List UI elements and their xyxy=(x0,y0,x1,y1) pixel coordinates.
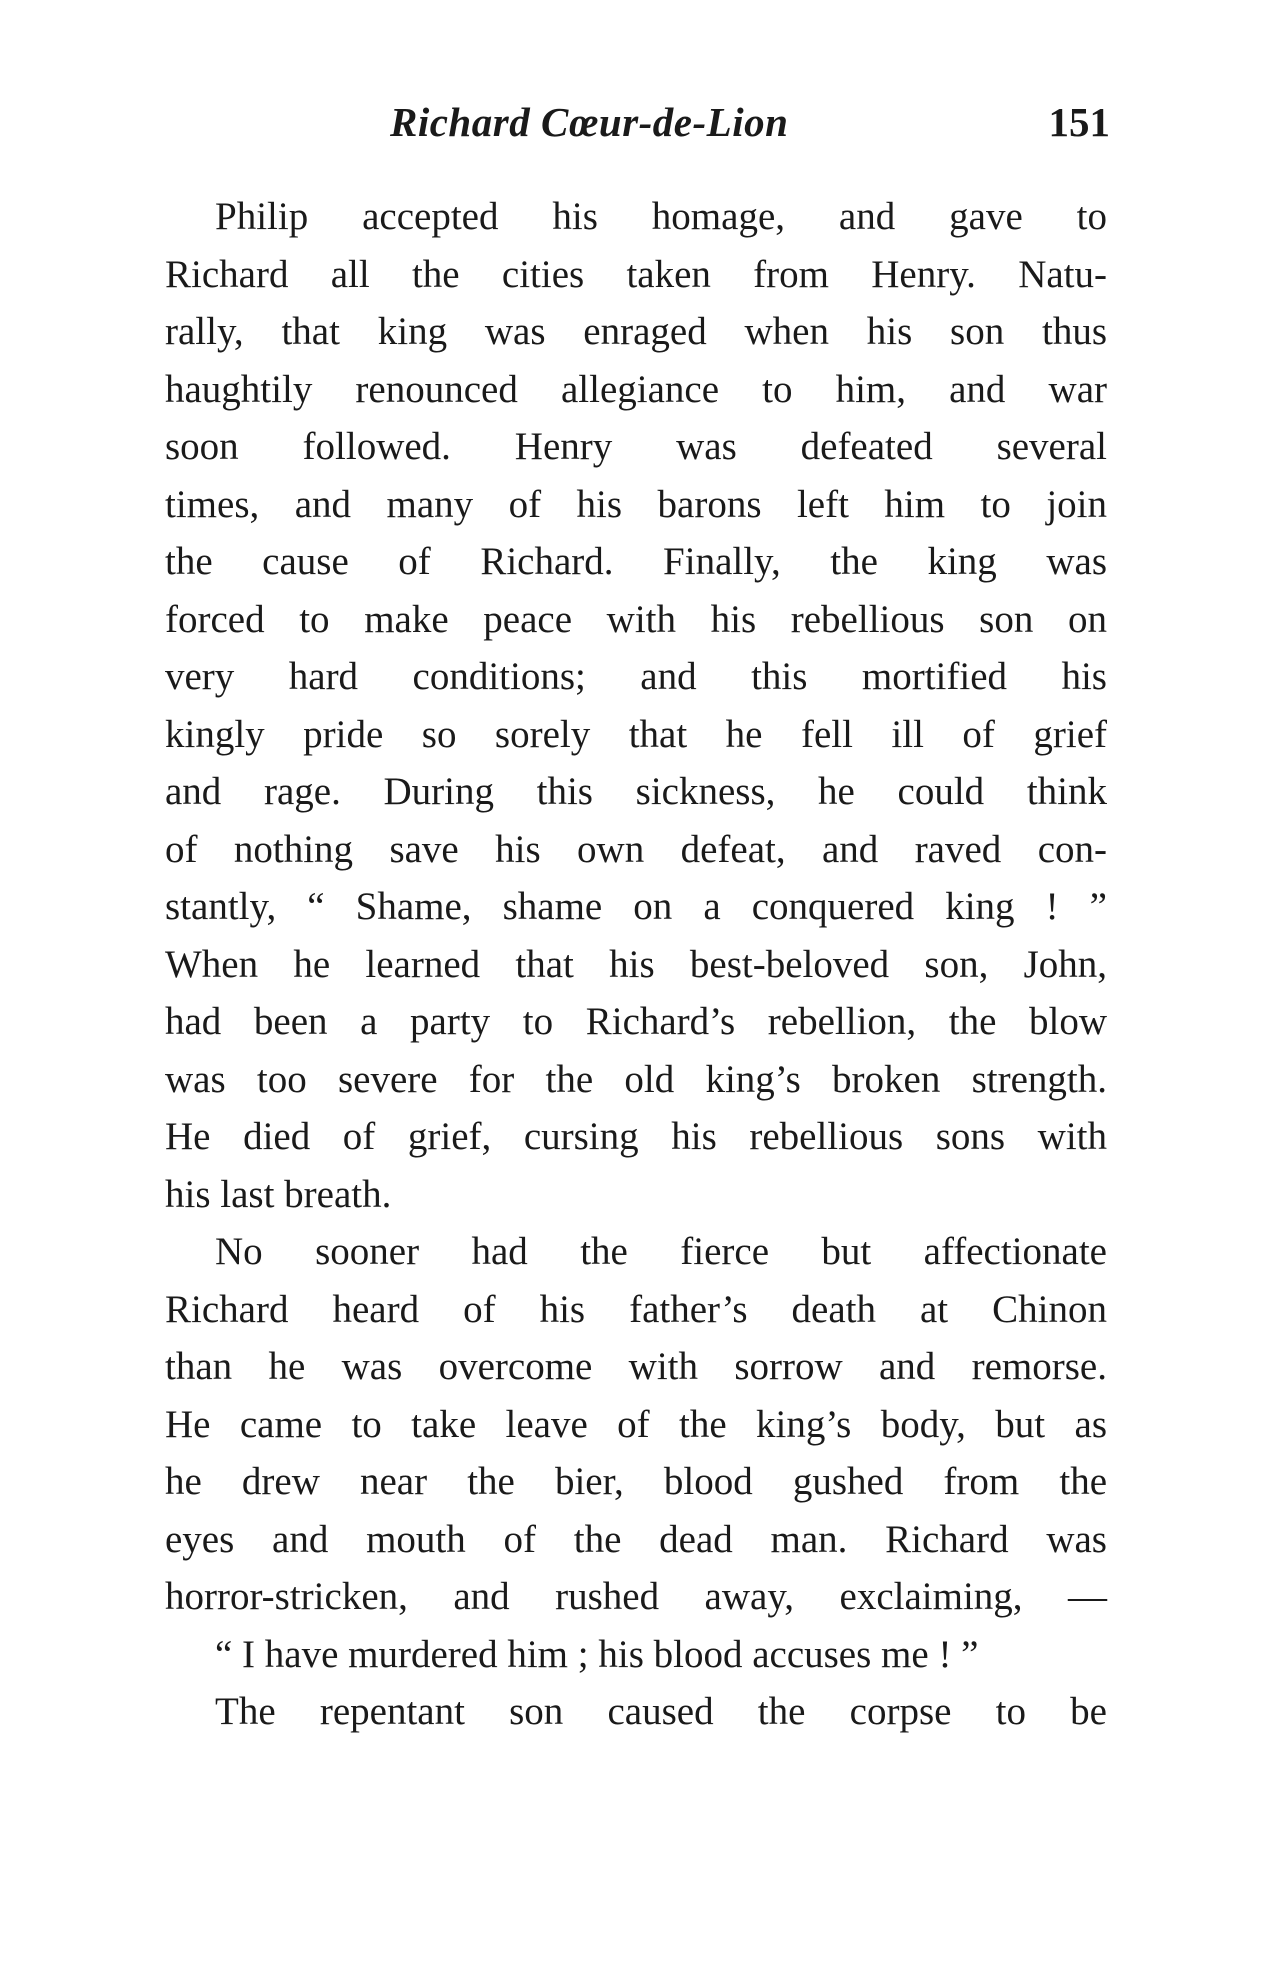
text-line: He came to take leave of the king’s body, but as xyxy=(165,1402,1107,1446)
running-title: Richard Cœur-de-Lion xyxy=(390,99,789,145)
text-line: Richard all the cities taken from Henry. Natu- xyxy=(165,252,1107,296)
text-line: When he learned that his best-beloved son, John, xyxy=(165,942,1107,986)
text-line: Richard heard of his father’s death at Chinon xyxy=(165,1287,1107,1331)
text-line: He died of grief, cursing his rebellious sons with xyxy=(165,1115,1107,1158)
body-text xyxy=(165,188,1107,1741)
text-line: kingly pride so sorely that he fell ill of grief xyxy=(165,712,1107,756)
text-line: had been a party to Richard’s rebellion, the blow xyxy=(165,1000,1107,1043)
text-line: times, and many of his barons left him to join xyxy=(165,482,1107,526)
text-line: stantly, “ Shame, shame on a conquered king ! ” xyxy=(165,885,1107,928)
text-line: of nothing save his own defeat, and raved con- xyxy=(165,827,1107,871)
text-line: rally, that king was enraged when his son thus xyxy=(165,310,1107,353)
text-line: and rage. During this sickness, he could think xyxy=(165,770,1107,813)
text-line: No sooner had the fierce but affectionate xyxy=(215,1230,1107,1273)
text-line: very hard conditions; and this mortified his xyxy=(165,655,1107,698)
text-line: was too severe for the old king’s broken strength. xyxy=(165,1057,1107,1101)
quotation-line: “ I have murdered him ; his blood accuses me ! ” xyxy=(215,1632,979,1676)
text-line: horror-stricken, and rushed away, exclaiming, — xyxy=(165,1575,1107,1618)
running-head xyxy=(165,98,1110,158)
text-line: Philip accepted his homage, and gave to xyxy=(215,195,1107,238)
page-number: 151 xyxy=(1048,99,1110,145)
text-line: than he was overcome with sorrow and remorse. xyxy=(165,1345,1107,1388)
text-line: eyes and mouth of the dead man. Richard was xyxy=(165,1517,1107,1561)
text-line: his last breath. xyxy=(165,1172,392,1216)
text-line: soon followed. Henry was defeated several xyxy=(165,425,1107,468)
text-line: he drew near the bier, blood gushed from the xyxy=(165,1460,1107,1503)
text-line: forced to make peace with his rebellious son on xyxy=(165,597,1107,641)
text-line: haughtily renounced allegiance to him, and war xyxy=(165,367,1107,411)
text-line: the cause of Richard. Finally, the king was xyxy=(165,540,1107,583)
text-line: The repentant son caused the corpse to be xyxy=(215,1690,1107,1733)
